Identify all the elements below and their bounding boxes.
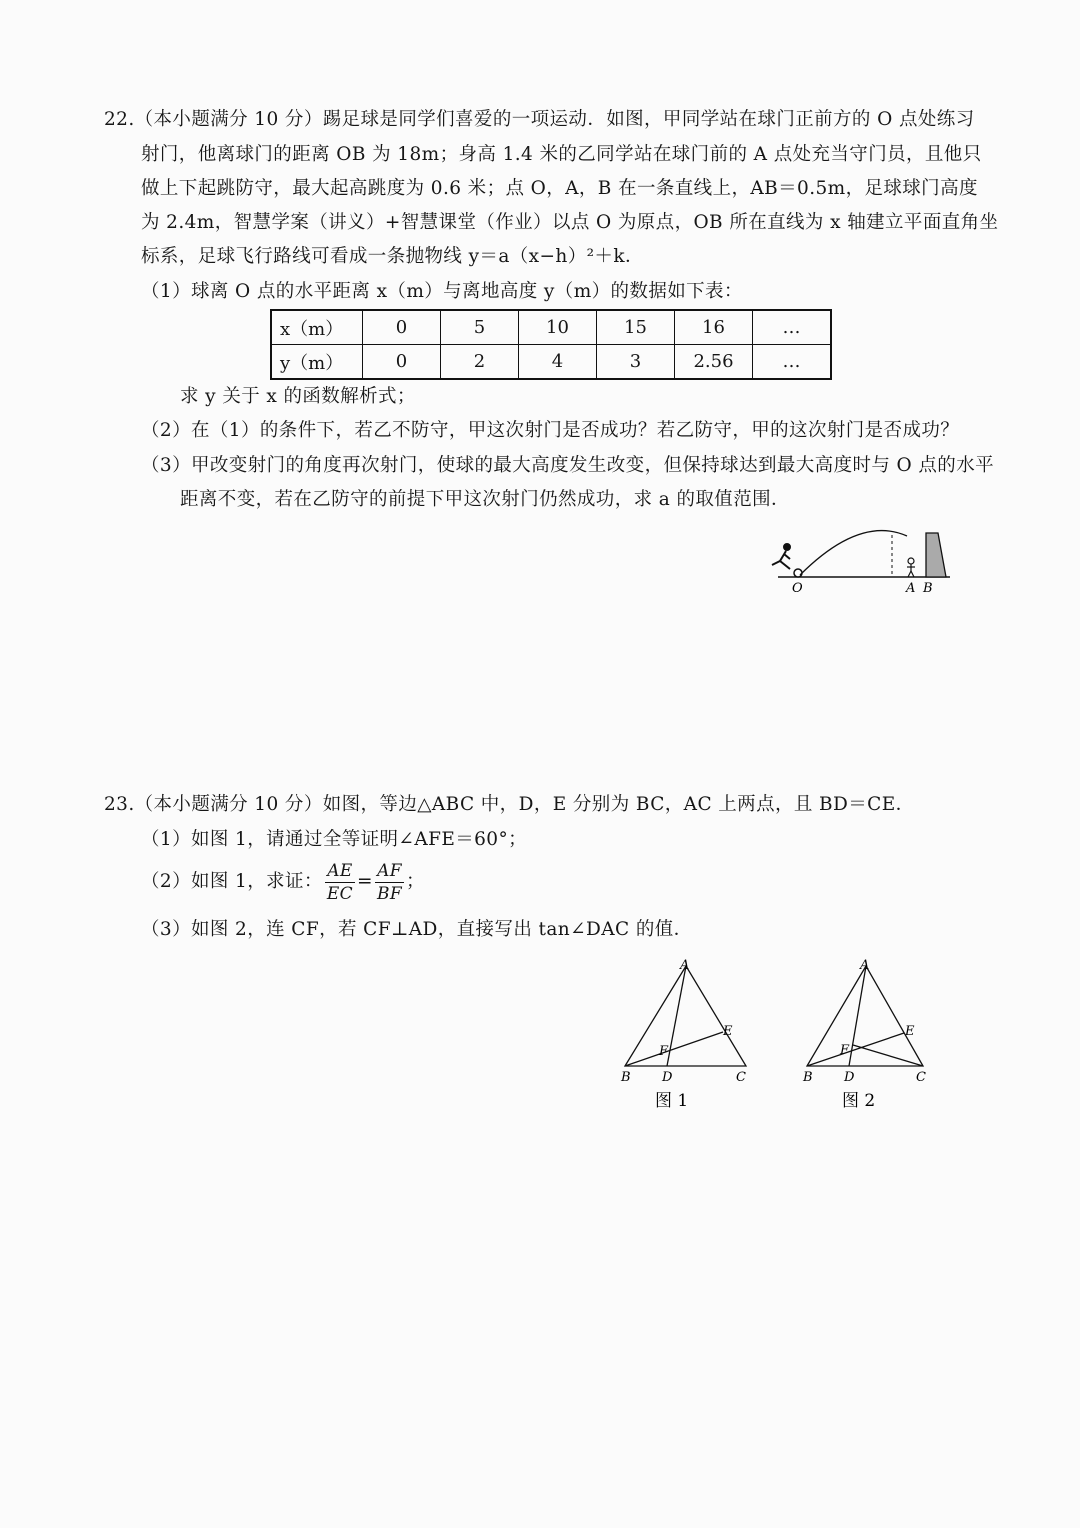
frac-denominator: EC — [326, 883, 354, 904]
table-row-y — [271, 345, 831, 380]
q22-line-3: 做上下起跳防守，最大起高跳度为 0.6 米；点 O，A，B 在一条直线上，AB＝0.5m，足球球门高度 — [141, 178, 978, 199]
table-cell: 10 — [519, 310, 597, 345]
label-e: E — [905, 1024, 915, 1039]
label-f: F — [840, 1043, 850, 1058]
label-f: F — [659, 1044, 669, 1059]
table-cell: 4 — [519, 345, 597, 380]
table-cell: … — [753, 345, 832, 380]
q22-line-4: 为 2.4m，智慧学案（讲义）+智慧课堂（作业）以点 O 为原点，OB 所在直线为 x 轴建立平面直角坐 — [141, 212, 999, 233]
table-cell: 2 — [441, 345, 519, 380]
equals-sign: = — [357, 871, 373, 892]
triangle-figure-1 — [615, 952, 755, 1117]
frac-numerator: AF — [375, 860, 404, 883]
label-c: C — [916, 1070, 926, 1085]
label-b: B — [621, 1070, 631, 1085]
table-row-x — [271, 310, 831, 345]
ball-icon — [794, 569, 802, 577]
table-cell: … — [753, 310, 832, 345]
frac-denominator: BF — [376, 883, 403, 904]
label-b: B — [803, 1070, 813, 1085]
segment-be — [625, 1032, 723, 1066]
data-table — [270, 309, 832, 380]
q22-part-3-line-1: （3）甲改变射门的角度再次射门，使球的最大高度发生改变，但保持球达到最大高度时与 O 点的水平 — [141, 455, 995, 476]
q22-line-2: 射门，他离球门的距离 OB 为 18m；身高 1.4 米的乙同学站在球门前的 A 点处充当守门员，且他只 — [141, 144, 982, 165]
table-cell: 0 — [363, 310, 441, 345]
q22-line-1: 22.（本小题满分 10 分）踢足球是同学们喜爱的一项运动．如图，甲同学站在球门正前方的 O 点处练习 — [104, 109, 975, 130]
label-a: A — [906, 581, 916, 596]
q23-part-2-suffix: ； — [406, 871, 425, 892]
label-e: E — [723, 1024, 733, 1039]
table-cell: 16 — [675, 310, 753, 345]
label-a: A — [680, 958, 690, 973]
q23-part-3: （3）如图 2，连 CF，若 CF⊥AD，直接写出 tan∠DAC 的值． — [141, 919, 693, 940]
q23-part-2 — [141, 858, 425, 906]
label-d: D — [844, 1070, 855, 1085]
table-cell: 0 — [363, 345, 441, 380]
q22-part-1: （1）球离 O 点的水平距离 x（m）与离地高度 y（m）的数据如下表： — [141, 281, 743, 302]
label-a: A — [860, 958, 870, 973]
trajectory-curve — [800, 531, 907, 575]
fraction-ae-ec — [325, 860, 355, 905]
table-header-x: x（m） — [271, 310, 363, 345]
table-cell: 5 — [441, 310, 519, 345]
q22-part-2: （2）在（1）的条件下，若乙不防守，甲这次射门是否成功？若乙防守，甲的这次射门是否成功？ — [141, 420, 960, 441]
segment-be — [807, 1033, 904, 1066]
q22-part-1-ask: 求 y 关于 x 的函数解析式； — [180, 386, 416, 407]
triangle-abc — [625, 966, 746, 1066]
figure-1-caption: 图 1 — [655, 1091, 689, 1111]
table-cell: 2.56 — [675, 345, 753, 380]
table-header-y: y（m） — [271, 345, 363, 380]
q23-line-1: 23.（本小题满分 10 分）如图，等边△ABC 中，D，E 分别为 BC，AC 上两点，且 BD＝CE． — [104, 794, 915, 815]
q22-part-3-line-2: 距离不变，若在乙防守的前提下甲这次射门仍然成功，求 a 的取值范围． — [180, 489, 790, 510]
label-b: B — [923, 581, 933, 596]
goalkeeper-icon — [907, 558, 915, 577]
soccer-figure — [760, 525, 960, 600]
frac-numerator: AE — [325, 860, 355, 883]
q23-part-1: （1）如图 1，请通过全等证明∠AFE＝60°； — [141, 829, 528, 850]
q23-part-2-prefix: （2）如图 1，求证： — [141, 871, 323, 892]
kicker-icon — [772, 544, 790, 569]
table-cell: 3 — [597, 345, 675, 380]
label-c: C — [736, 1070, 746, 1085]
figure-2-caption: 图 2 — [842, 1091, 876, 1111]
triangle-figure-2 — [797, 952, 937, 1117]
goal-post — [926, 533, 946, 577]
table-cell: 15 — [597, 310, 675, 345]
label-o: O — [792, 581, 803, 596]
triangle-abc — [807, 966, 923, 1066]
fraction-af-bf — [375, 860, 404, 905]
q22-line-5: 标系，足球飞行路线可看成一条抛物线 y＝a（x−h）²＋k． — [141, 246, 644, 267]
label-d: D — [662, 1070, 673, 1085]
